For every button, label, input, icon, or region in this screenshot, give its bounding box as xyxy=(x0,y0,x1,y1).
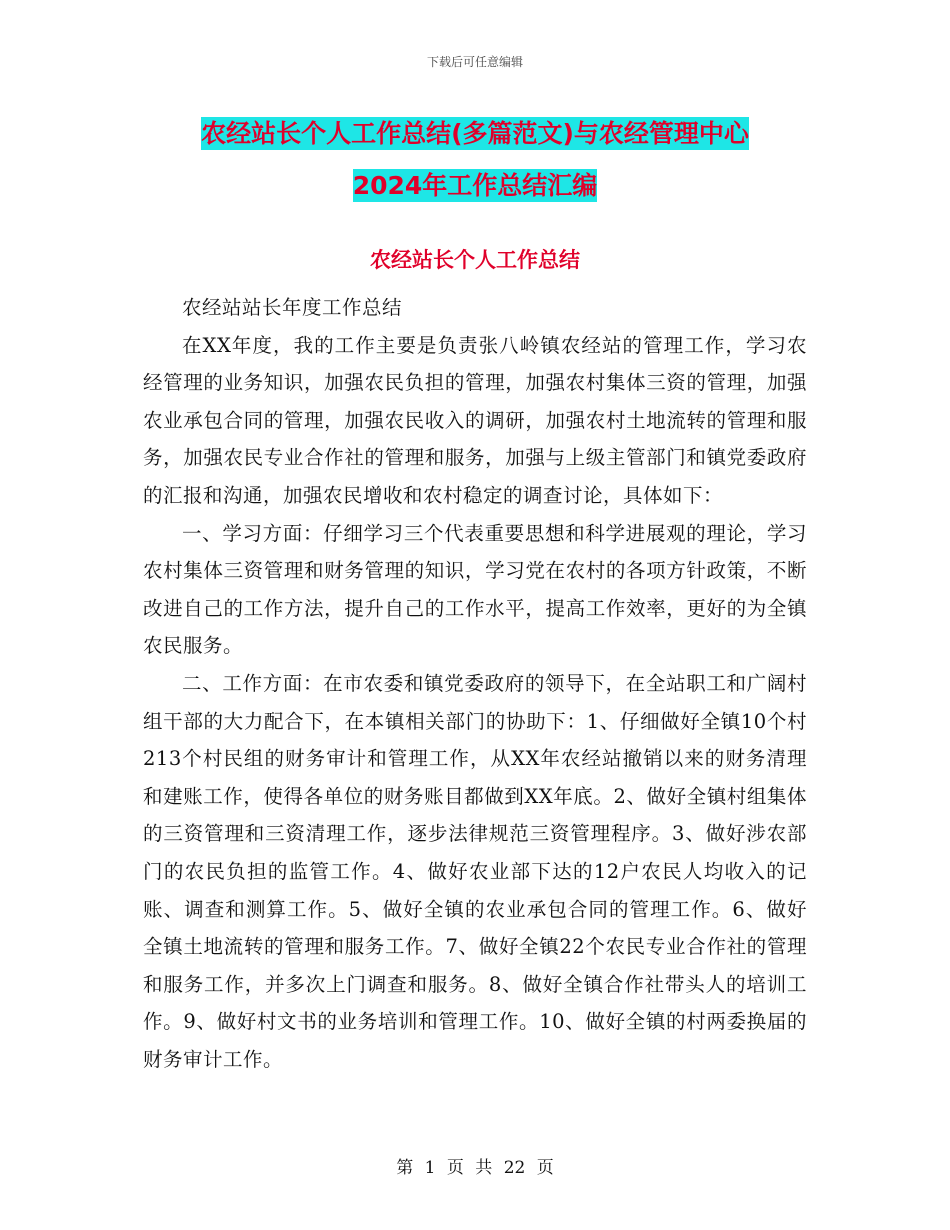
header-note: 下载后可任意编辑 xyxy=(426,55,523,69)
document-body xyxy=(143,289,807,1078)
page-number: 第 1 页 共 22 页 xyxy=(396,1158,554,1178)
paragraph-subtitle: 农经站站长年度工作总结 xyxy=(182,296,403,319)
paragraph: 一、学习方面：仔细学习三个代表重要思想和科学进展观的理论，学习农村集体三资管理和财务管理的知识，学习党在农村的各项方针政策，不断改进自己的工作方法，提升自己的工作水平，提高工作效率，更好的为全镇农民服务。 xyxy=(143,521,807,658)
section-title: 农经站长个人工作总结 xyxy=(370,248,580,272)
paragraph: 在XX年度，我的工作主要是负责张八岭镇农经站的管理工作，学习农经管理的业务知识，加强农民负担的管理，加强农村集体三资的管理，加强农业承包合同的管理，加强农民收入的调研，加强农村土地流转的管理和服务，加强农民专业合作社的管理和服务，加强与上级主管部门和镇党委政府的汇报和沟通，加强农民增收和农村稳定的调查讨论，具体如下： xyxy=(143,333,807,507)
document-title-line-2: 2024年工作总结汇编 xyxy=(352,171,598,200)
document-title xyxy=(0,108,950,212)
document-title-line-1: 农经站长个人工作总结(多篇范文)与农经管理中心 xyxy=(201,119,749,148)
paragraph: 二、工作方面：在市农委和镇党委政府的领导下，在全站职工和广阔村组干部的大力配合下，在本镇相关部门的协助下：1、仔细做好全镇10个村213个村民组的财务审计和管理工作，从XX年农经站撤销以来的财务清理和建账工作，使得各单位的财务账目都做到XX年底。2、做好全镇村组集体的三资管理和三资清理工作，逐步法律规范三资管理程序。3、做好涉农部门的农民负担的监管工作。4、做好农业部下达的12户农民人均收入的记账、调查和测算工作。5、做好全镇的农业承包合同的管理工作。6、做好全镇土地流转的管理和服务工作。7、做好全镇22个农民专业合作社的管理和服务工作，并多次上门调查和服务。8、做好全镇合作社带头人的培训工作。9、做好村文书的业务培训和管理工作。10、做好全镇的村两委换届的财务审计工作。 xyxy=(143,671,807,1071)
